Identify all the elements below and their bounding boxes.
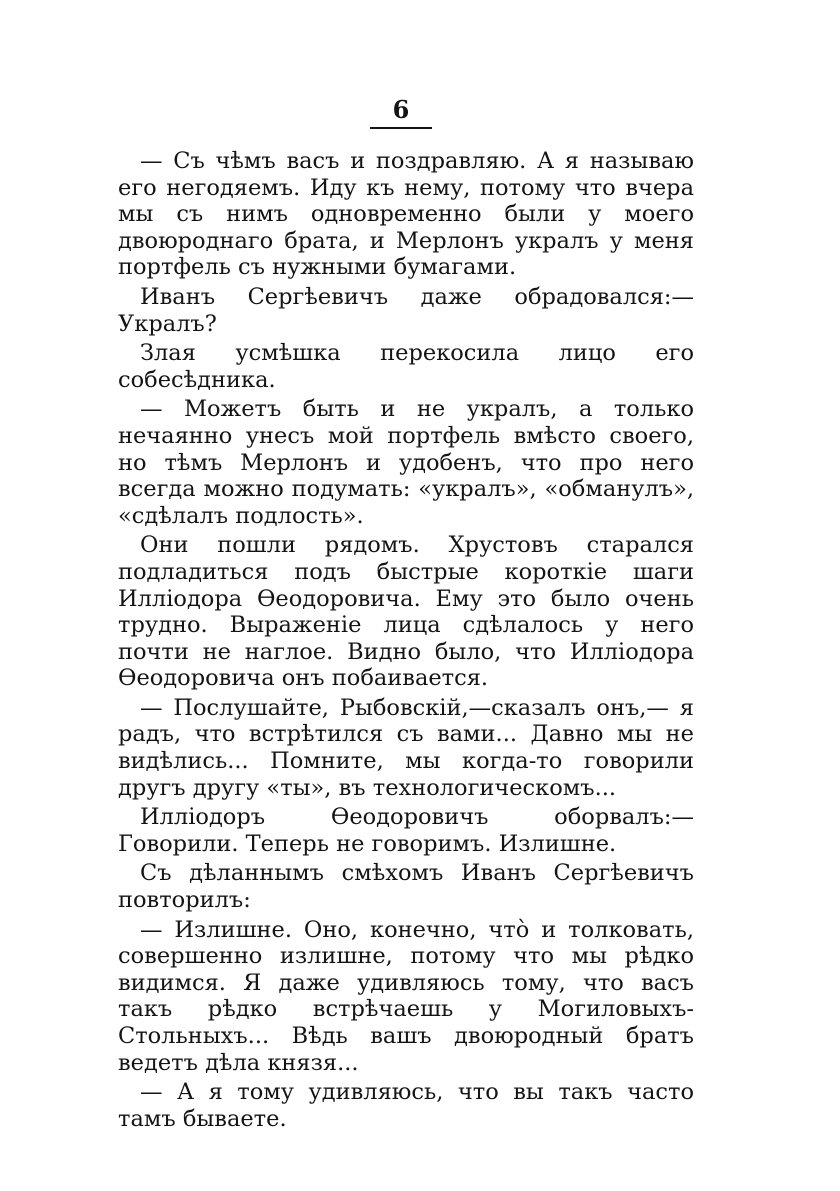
paragraph: Иванъ Сергѣевичъ даже обрадовался:—Укралъ?	[118, 283, 694, 337]
paragraph: — Съ чѣмъ васъ и поздравляю. А я называю его негодяемъ. Иду къ нему, потому что вчера мы съ нимъ одновременно были у моего двоюроднаго брата, и Мерлонъ укралъ у меня портфель съ нужными бумагами.	[118, 148, 694, 281]
paragraph: — А я тому удивляюсь, что вы такъ часто тамъ бываете.	[118, 1079, 694, 1132]
page-number-rule	[370, 127, 432, 129]
paragraph: — Можетъ быть и не укралъ, а только нечаянно унесъ мой портфель вмѣсто своего, но тѣмъ Мерлонъ и удобенъ, что про него всегда можно подумать: «укралъ», «обманулъ», «сдѣлалъ подлость».	[118, 396, 694, 529]
paragraph: — Излишне. Оно, конечно, что̀ и толковать, совершенно излишне, потому что мы рѣдко видимся. Я даже удивляюсь тому, что васъ такъ рѣдко встрѣчаешь у Могиловыхъ-Стольныхъ... Вѣдь вашъ двоюродный братъ ведетъ дѣла князя...	[118, 916, 694, 1076]
paragraph: — Послушайте, Рыбовскій,—сказалъ онъ,— я радъ, что встрѣтился съ вами... Давно мы не видѣлись... Помните, мы когда-то говорили другъ другу «ты», въ технологическомъ...	[118, 694, 694, 801]
paragraph: Злая усмѣшка перекосила лицо его собесѣдника.	[118, 340, 694, 393]
page-number: 6	[392, 95, 410, 124]
paragraph: Илліодоръ Ѳеодоровичъ оборвалъ:—Говорили. Теперь не говоримъ. Излишне.	[118, 804, 694, 857]
paragraph: Съ дѣланнымъ смѣхомъ Иванъ Сергѣевичъ повторилъ:	[118, 860, 694, 914]
paragraph: Они пошли рядомъ. Хрустовъ старался подладиться подъ быстрые короткіе шаги Илліодора Ѳеодоровича. Ему это было очень трудно. Выраженіе лица сдѣлалось у него почти не наглое. Видно было, что Илліодора Ѳеодоровича онъ побаивается.	[118, 532, 694, 692]
body-text	[118, 148, 694, 1135]
